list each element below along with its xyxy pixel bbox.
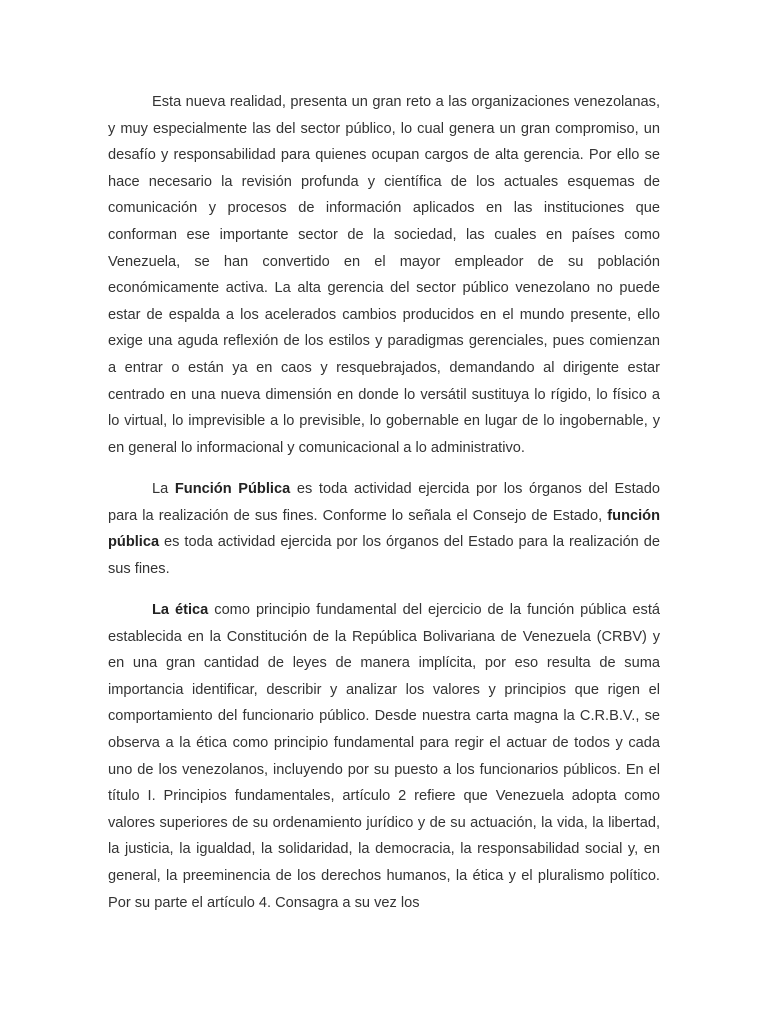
paragraph-text-segment: La [152,481,175,497]
paragraph-text-segment: es toda actividad ejercida por los órganos del Estado para la realización de sus fines. [108,534,660,577]
paragraph-la-etica [108,597,660,916]
paragraph-text-segment: como principio fundamental del ejercicio de la función pública está establecida en la Constitución de la República Bolivariana de Venezuela (CRBV) y en una gran cantidad de leyes de manera implícita, por eso resulta de suma importancia identificar, describir y analizar los valores y principios que rigen el comportamiento del funcionario público. Desde nuestra carta magna la C.R.B.V., se observa a la ética como principio fundamental para regir el actuar de todos y cada uno de los venezolanos, incluyendo por su puesto a los funcionarios públicos. En el título I. Principios fundamentales, artículo 2 refiere que Venezuela adopta como valores superiores de su ordenamiento jurídico y de su actuación, la vida, la libertad, la justicia, la igualdad, la solidaridad, la democracia, la responsabilidad social y, en general, la preeminencia de los derechos humanos, la ética y el pluralismo político. Por su parte el artículo 4. Consagra a su vez los [108,602,660,911]
paragraph-text [108,476,660,582]
paragraph-organizations-challenge [108,89,660,461]
paragraph-text-segment: es toda actividad ejercida por los órganos del Estado para la realización de sus fines. Conforme lo señala el Consejo de Estado, [108,481,660,524]
paragraph-text: Esta nueva realidad, presenta un gran reto a las organizaciones venezolanas, y muy especialmente las del sector público, lo cual genera un gran compromiso, un desafío y responsabilidad para quienes ocupan cargos de alta gerencia. Por ello se hace necesario la revisión profunda y científica de los actuales esquemas de comunicación y procesos de información aplicados en las instituciones que conforman ese importante sector de la sociedad, las cuales en países como Venezuela, se han convertido en el mayor empleador de su población económicamente activa. La alta gerencia del sector público venezolano no puede estar de espalda a los acelerados cambios producidos en el mundo presente, ello exige una aguda reflexión de los estilos y paradigmas gerenciales, pues comienzan a entrar o están ya en caos y resquebrajados, demandando al dirigente estar centrado en una nueva dimensión en donde lo versátil sustituya lo rígido, lo físico a lo virtual, lo imprevisible a lo previsible, lo gobernable en lugar de lo ingobernable, y en general lo informacional y comunicacional a lo administrativo. [108,94,660,456]
paragraph-funcion-publica [108,476,660,582]
bold-term-funcion-publica: Función Pública [174,481,291,497]
bold-term-funcion-publica-lower: función pública [108,507,660,551]
paragraph-text [108,597,660,916]
bold-term-la-etica: La ética [152,602,209,618]
